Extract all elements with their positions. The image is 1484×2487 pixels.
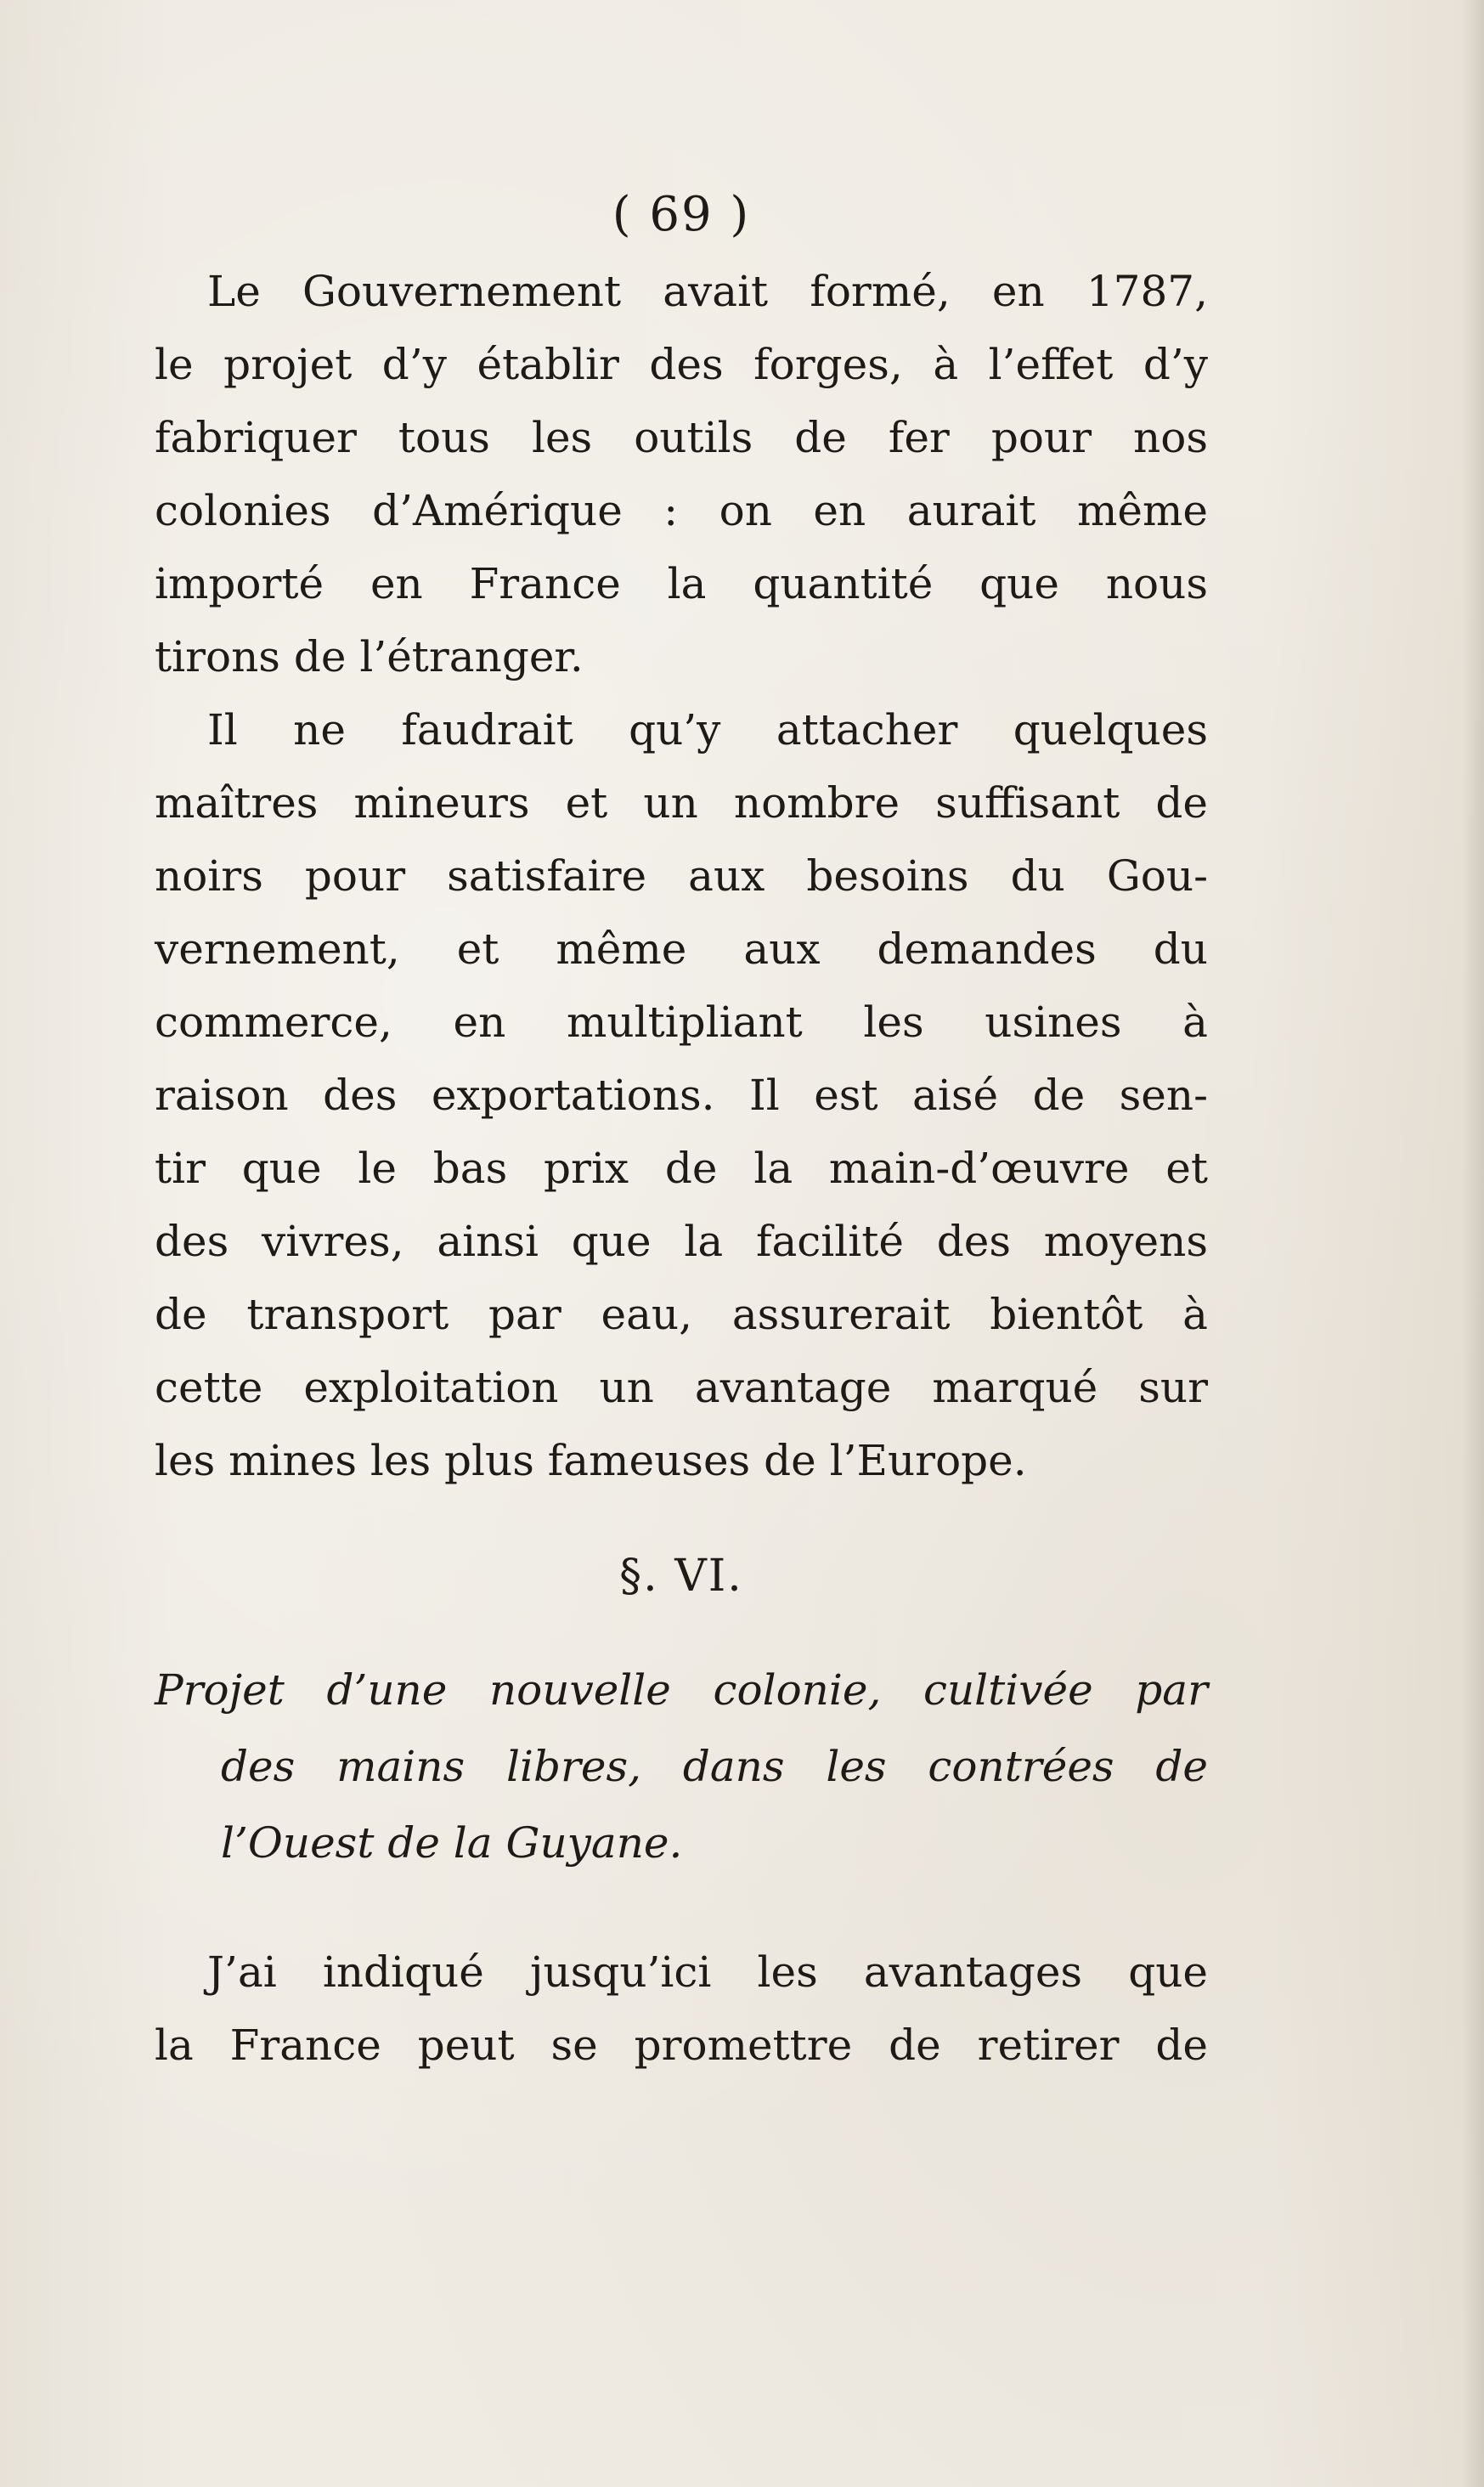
text-line: Le Gouvernement avait formé, en 1787, — [207, 267, 1208, 316]
text-line: noirs pour satisfaire aux besoins du Gou- — [155, 851, 1208, 901]
section-title-line: des mains libres, dans les contrées de — [221, 1742, 1208, 1791]
text-block — [155, 178, 1208, 2082]
text-line: tir que le bas prix de la main-d’œuvre et — [155, 1144, 1208, 1193]
text-line: tirons de l’étranger. — [155, 632, 584, 681]
text-line: cette exploitation un avantage marqué sur — [155, 1363, 1208, 1412]
text-line: les mines les plus fameuses de l’Europe. — [155, 1436, 1027, 1485]
text-line: commerce, en multipliant les usines à — [155, 998, 1208, 1047]
section-heading: §. VI. — [619, 1551, 743, 1602]
section-title — [155, 1652, 1208, 1881]
text-line: la France peut se promettre de retirer de — [155, 2021, 1208, 2070]
text-line: fabriquer tous les outils de fer pour nos — [155, 413, 1208, 462]
text-line: raison des exportations. Il est aisé de sen- — [155, 1071, 1208, 1120]
text-line: J’ai indiqué jusqu’ici les avantages que — [207, 1947, 1208, 1997]
text-line: importé en France la quantité que nous — [155, 559, 1208, 608]
paragraph-mines — [155, 693, 1208, 1497]
text-line: le projet d’y établir des forges, à l’effet d’y — [155, 340, 1208, 389]
text-line: des vivres, ainsi que la facilité des moyens — [155, 1217, 1208, 1266]
section-title-line: Projet d’une nouvelle colonie, cultivée par — [155, 1665, 1208, 1715]
section-title-line: l’Ouest de la Guyane. — [221, 1818, 683, 1868]
text-line: maîtres mineurs et un nombre suffisant de — [155, 778, 1208, 828]
page-number: ( 69 ) — [612, 187, 751, 242]
paragraph-forges — [155, 255, 1208, 693]
text-line: Il ne faudrait qu’y attacher quelques — [207, 705, 1208, 755]
paragraph-advantages — [155, 1936, 1208, 2082]
text-line: vernement, et même aux demandes du — [155, 924, 1208, 974]
page-edge-shadow — [1462, 0, 1484, 2487]
text-line: de transport par eau, assurerait bientôt à — [155, 1290, 1208, 1339]
text-line: colonies d’Amérique : on en aurait même — [155, 486, 1208, 535]
